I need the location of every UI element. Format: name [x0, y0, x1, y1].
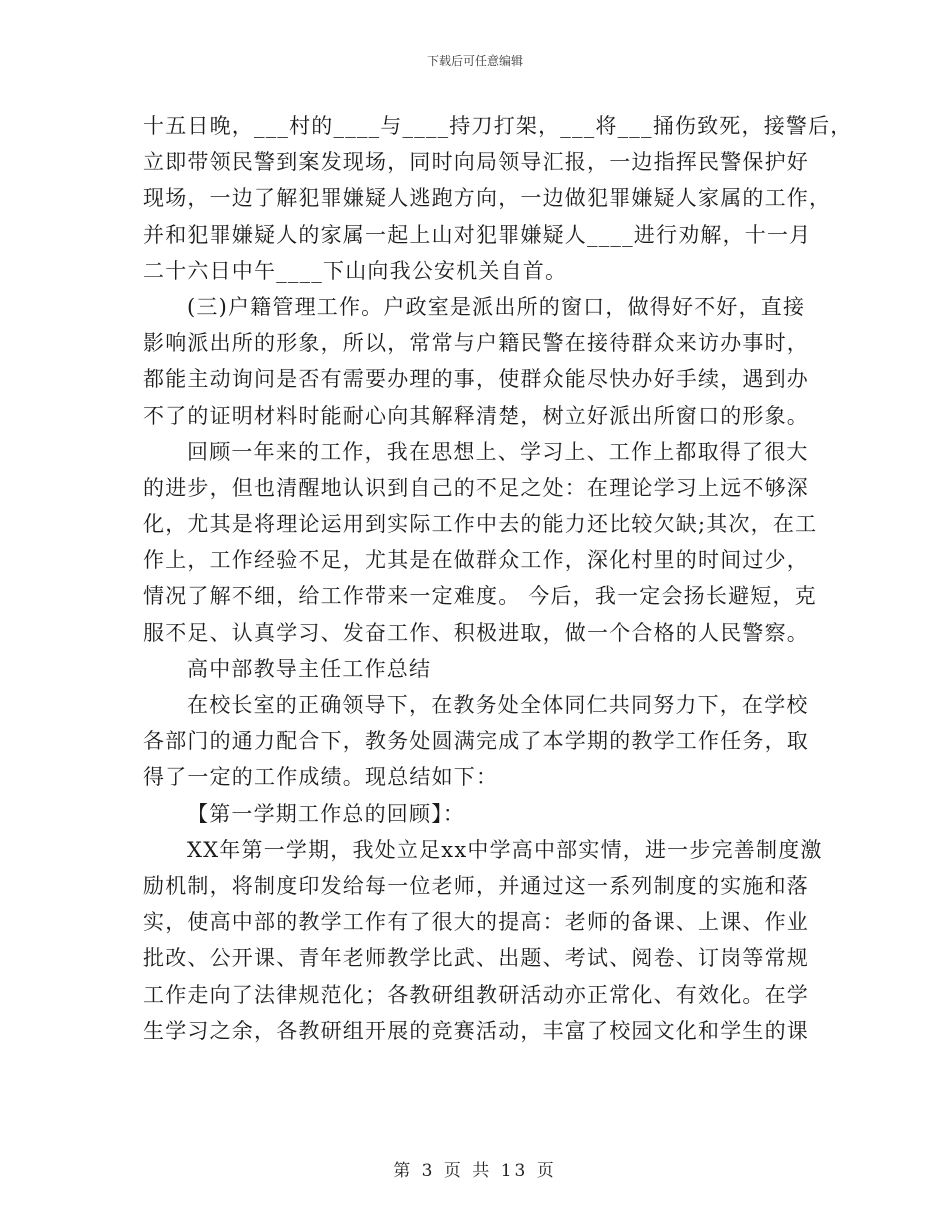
text-line: 得了一定的工作成绩。现总结如下：: [143, 765, 499, 790]
text-line: 十五日晚，___村的____与____持刀打架，___将___捅伤致死，接警后，: [143, 114, 853, 138]
text-line: 的进步，但也清醒地认识到自己的不足之处：在理论学习上远不够深: [143, 475, 809, 500]
text-line: 励机制，将制度印发给每一位老师，并通过这一系列制度的实施和落: [143, 873, 809, 898]
page-footer: 第 3 页 共 13 页: [393, 1161, 557, 1181]
text-line: 批改、公开课、青年老师教学比武、出题、考试、阅卷、订岗等常规: [143, 946, 809, 971]
document-body: [143, 108, 853, 1049]
text-line: 生学习之余，各教研组开展的竞赛活动，丰富了校园文化和学生的课: [143, 1018, 809, 1043]
text-line: 工作走向了法律规范化；各教研组教研活动亦正常化、有效化。在学: [143, 982, 809, 1007]
page-header: 下载后可任意编辑: [426, 54, 523, 68]
text-line: 高中部教导主任工作总结: [187, 656, 432, 681]
text-line: 并和犯罪嫌疑人的家属一起上山对犯罪嫌疑人____进行劝解，十一月: [143, 222, 812, 247]
text-line: 现场，一边了解犯罪嫌疑人逃跑方向，一边做犯罪嫌疑人家属的工作，: [143, 186, 832, 211]
text-line: 回顾一年来的工作，我在思想上、学习上、工作上都取得了很大: [187, 439, 809, 464]
text-line: 作上，工作经验不足，尤其是在做群众工作，深化村里的时间过少，: [143, 548, 809, 573]
text-line: 情况了解不细，给工作带来一定难度。 今后，我一定会扬长避短，克: [143, 584, 817, 609]
text-line: 不了的证明材料时能耐心向其解释清楚，树立好派出所窗口的形象。: [143, 403, 809, 428]
text-line: 各部门的通力配合下，教务处圆满完成了本学期的教学工作任务，取: [143, 729, 809, 754]
text-line: (三)户籍管理工作。户政室是派出所的窗口，做得好不好，直接: [187, 294, 806, 319]
text-line: 化，尤其是将理论运用到实际工作中去的能力还比较欠缺;其次，在工: [143, 512, 818, 537]
text-line: XX年第一学期，我处立足xx中学高中部实情，进一步完善制度激: [187, 837, 823, 862]
text-line: 【第一学期工作总的回顾】：: [187, 801, 466, 826]
text-line: 实，使高中部的教学工作有了很大的提高：老师的备课、上课、作业: [143, 910, 809, 935]
text-line: 在校长室的正确领导下，在教务处全体同仁共同努力下，在学校: [187, 693, 809, 717]
text-line: 二十六日中午____下山向我公安机关自首。: [143, 258, 568, 283]
text-line: 立即带领民警到案发现场，同时向局领导汇报，一边指挥民警保护好: [143, 150, 809, 175]
text-line: 影响派出所的形象，所以，常常与户籍民警在接待群众来访办事时，: [143, 331, 809, 356]
text-line: 服不足、认真学习、发奋工作、积极进取，做一个合格的人民警察。: [143, 620, 809, 645]
text-line: 都能主动询问是否有需要办理的事，使群众能尽快办好手续，遇到办: [143, 367, 809, 392]
